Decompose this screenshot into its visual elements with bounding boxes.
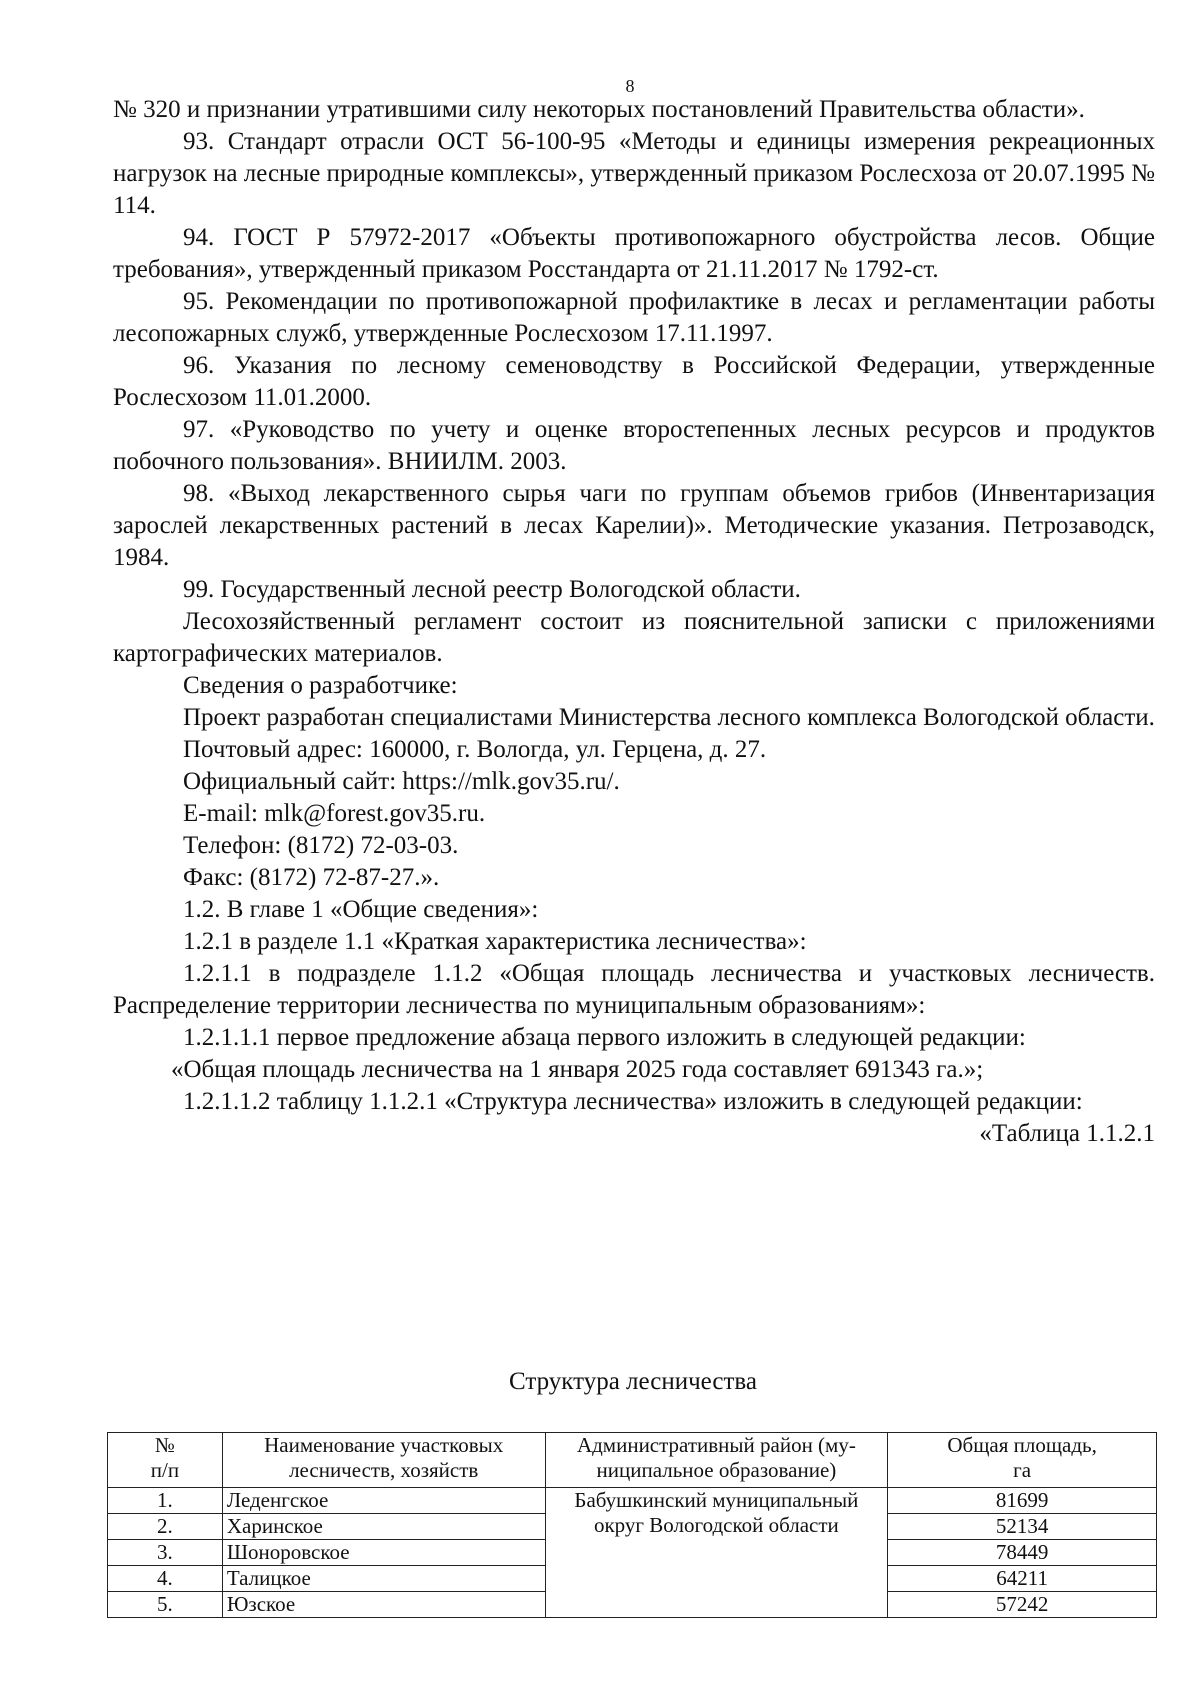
row-district: [545, 1488, 888, 1618]
header-name-line1: Наименование участковых: [264, 1433, 504, 1457]
row-name: Талицкое: [222, 1566, 545, 1592]
header-number: [108, 1433, 223, 1488]
paragraph: 99. Государственный лесной реестр Вологодской области.: [183, 576, 801, 603]
paragraph: Проект разработан специалистами Министерства лесного комплекса Вологодской области.: [183, 704, 1155, 731]
header-number-line1: №: [154, 1433, 175, 1457]
paragraph: Официальный сайт: https://mlk.gov35.ru/.: [183, 768, 620, 795]
header-area-line2: га: [1013, 1458, 1032, 1482]
row-name: Юзское: [222, 1592, 545, 1618]
paragraph: Лесохозяйственный регламент состоит из пояснительной записки с приложениями картографических материалов.: [113, 608, 1155, 667]
paragraph: 96. Указания по лесному семеноводству в Российской Федерации, утвержденные Рослесхозом 11.01.2000.: [113, 352, 1155, 411]
paragraph: 95. Рекомендации по противопожарной профилактике в лесах и регламентации работы лесопожарных служб, утвержденные Рослесхозом 17.11.1997.: [113, 288, 1155, 347]
district-line1: Бабушкинский муниципальный: [574, 1488, 859, 1512]
row-area: 57242: [888, 1592, 1157, 1618]
row-number: 1.: [108, 1488, 223, 1514]
row-number: 4.: [108, 1566, 223, 1592]
paragraph: № 320 и признании утратившими силу некоторых постановлений Правительства области».: [113, 96, 1085, 123]
row-area: 52134: [888, 1514, 1157, 1540]
paragraph: 1.2.1 в разделе 1.1 «Краткая характеристика лесничества»:: [183, 928, 807, 955]
row-area: 81699: [888, 1488, 1157, 1514]
paragraph: Сведения о разработчике:: [183, 672, 458, 699]
row-area: 64211: [888, 1566, 1157, 1592]
header-area: [888, 1433, 1157, 1488]
paragraph: Почтовый адрес: 160000, г. Вологда, ул. Герцена, д. 27.: [183, 736, 767, 763]
table-title: Структура лесничества: [509, 1368, 757, 1395]
paragraph: 1.2.1.1.2 таблицу 1.1.2.1 «Структура лесничества» изложить в следующей редакции:: [183, 1088, 1083, 1115]
paragraph: 1.2. В главе 1 «Общие сведения»:: [183, 896, 539, 923]
paragraph: Факс: (8172) 72-87-27.».: [183, 864, 440, 891]
district-line2: округ Вологодской области: [593, 1513, 839, 1537]
header-district-line1: Административный район (му-: [576, 1433, 856, 1457]
paragraph: «Таблица 1.1.2.1: [979, 1120, 1155, 1147]
row-number: 2.: [108, 1514, 223, 1540]
paragraph: 1.2.1.1 в подразделе 1.1.2 «Общая площадь лесничества и участковых лесничеств. Распределение территории лесничества по муниципальным образованиям»:: [113, 960, 1155, 1019]
structure-table: [107, 1432, 1157, 1618]
header-district: [545, 1433, 888, 1488]
document-body: [113, 94, 1155, 1150]
header-district-line2: ниципальное образование): [596, 1458, 837, 1482]
paragraph: 98. «Выход лекарственного сырья чаги по группам объемов грибов (Инвентаризация зарослей лекарственных растений в лесах Карелии)». Методические указания. Петрозаводск, 1984.: [113, 480, 1155, 571]
paragraph: 93. Стандарт отрасли ОСТ 56-100-95 «Методы и единицы измерения рекреационных нагрузок на лесные природные комплексы», утвержденный приказом Рослесхоза от 20.07.1995 № 114.: [113, 128, 1156, 219]
row-name: Харинское: [222, 1514, 545, 1540]
table-row: [108, 1488, 1157, 1514]
header-number-line2: п/п: [150, 1458, 180, 1482]
row-area: 78449: [888, 1540, 1157, 1566]
page-number: 8: [625, 76, 635, 96]
row-name: Леденгское: [222, 1488, 545, 1514]
paragraph: 97. «Руководство по учету и оценке второстепенных лесных ресурсов и продуктов побочного пользования». ВНИИЛМ. 2003.: [113, 416, 1155, 475]
row-number: 3.: [108, 1540, 223, 1566]
paragraph: 1.2.1.1.1 первое предложение абзаца первого изложить в следующей редакции:: [183, 1024, 1026, 1051]
header-name-line2: лесничеств, хозяйств: [289, 1458, 479, 1482]
header-area-line1: Общая площадь,: [947, 1433, 1097, 1457]
row-number: 5.: [108, 1592, 223, 1618]
paragraph: 94. ГОСТ Р 57972-2017 «Объекты противопожарного обустройства лесов. Общие требования», утвержденный приказом Росстандарта от 21.11.2017 № 1792-ст.: [113, 224, 1155, 283]
paragraph: «Общая площадь лесничества на 1 января 2025 года составляет 691343 га.»;: [171, 1056, 984, 1083]
table-header-row: [108, 1433, 1157, 1488]
paragraph: E-mail: mlk@forest.gov35.ru.: [183, 800, 486, 827]
paragraph: Телефон: (8172) 72-03-03.: [183, 832, 459, 859]
header-name: [222, 1433, 545, 1488]
row-name: Шоноровское: [222, 1540, 545, 1566]
